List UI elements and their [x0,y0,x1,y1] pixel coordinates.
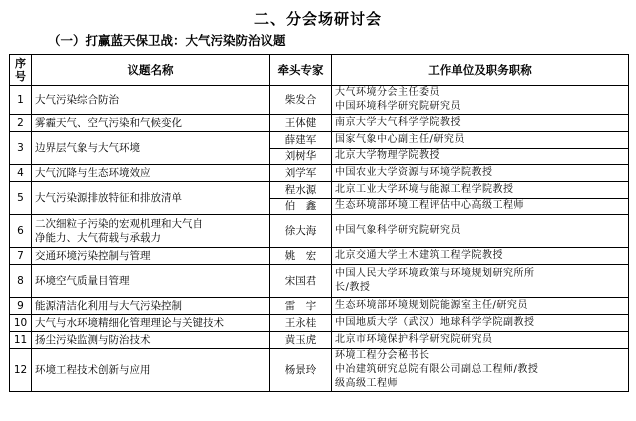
topic-cell [32,165,270,182]
affiliation-line: 北京市环境保护科学研究院研究员 [335,334,493,345]
table-row [10,265,629,298]
subsection-heading: （一）打赢蓝天保卫战：大气污染防治议题 [48,33,286,48]
table-row [10,349,629,392]
table-row [10,86,629,115]
table-row [10,298,629,315]
lead-expert: 徐大海 [270,215,332,248]
affiliation-cell [332,349,629,392]
table-header-row [10,55,629,86]
affiliation-cell [332,132,629,149]
affiliation-cell [332,215,629,248]
lead-expert: 杨景玲 [270,349,332,392]
topic-cell [32,215,270,248]
affiliation-line: 中国人民大学环境政策与环境规划研究所所 [335,268,535,279]
table-row [10,182,629,199]
affiliation-line: 北京大学物理学院教授 [335,150,440,162]
affiliation-cell [332,86,629,115]
row-number: 10 [10,315,32,332]
topic-name: 环境工程技术创新与应用 [35,364,151,376]
topic-name: 边界层气象与大气环境 [35,142,140,154]
lead-expert: 伯 鑫 [270,198,332,215]
affiliation-line: 北京工业大学环境与能源工程学院教授 [335,183,514,195]
topic-cell [32,298,270,315]
topic-cell [32,182,270,215]
row-number: 3 [10,132,32,165]
topic-cell [32,115,270,132]
col-header-topic: 议题名称 [32,55,270,86]
topic-cell [32,265,270,298]
affiliation-line: 中国气象科学研究院研究员 [335,225,461,236]
lead-expert: 王体健 [270,115,332,132]
table-row [10,165,629,182]
topic-name: 净能力、大气荷载与承载力 [35,232,161,244]
affiliation-cell [332,298,629,315]
affiliation-cell [332,115,629,132]
lead-expert: 姚 宏 [270,248,332,265]
table-row [10,215,629,248]
lead-expert: 刘树华 [270,148,332,165]
table-row [10,315,629,332]
affiliation-line: 级高级工程师 [335,378,398,389]
affiliation-line: 南京大学大气科学学院教授 [335,117,461,128]
affiliation-line: 中国农业大学资源与环境学院教授 [335,167,493,178]
row-number: 1 [10,86,32,115]
affiliation-line: 国家气象中心副主任/研究员 [335,133,465,145]
table-row [10,248,629,265]
affiliation-cell [332,332,629,349]
topic-name: 大气与水环境精细化管理理论与关键技术 [35,317,224,329]
table-row [10,132,629,149]
topic-name: 二次细粒子污染的宏观机理和大气自 [35,218,203,230]
lead-expert: 王永桂 [270,315,332,332]
section-heading: 二、分会场研讨会 [253,10,382,28]
lead-expert: 刘学军 [270,165,332,182]
col-header-affiliation: 工作单位及职务职称 [332,55,629,86]
topic-name: 交通环境污染控制与管理 [35,250,151,262]
lead-expert: 黄玉虎 [270,332,332,349]
affiliation-cell [332,265,629,298]
topics-table [9,54,629,392]
affiliation-cell [332,165,629,182]
topic-cell [32,315,270,332]
table-row [10,332,629,349]
row-number: 9 [10,298,32,315]
affiliation-line: 中国环境科学研究院研究员 [335,101,461,112]
col-header-no [10,55,32,86]
table-row [10,115,629,132]
affiliation-cell [332,182,629,199]
topic-name: 大气沉降与生态环境效应 [35,167,151,179]
affiliation-cell [332,198,629,215]
row-number: 2 [10,115,32,132]
affiliation-cell [332,248,629,265]
lead-expert: 程水源 [270,182,332,199]
topic-name: 雾霾天气、空气污染和气候变化 [35,117,182,129]
affiliation-line: 生态环境部环境工程评估中心高级工程师 [335,200,524,212]
affiliation-line: 北京交通大学土木建筑工程学院教授 [335,250,503,261]
row-number: 12 [10,349,32,392]
affiliation-line: 大气环境分会主任委员 [335,87,440,98]
affiliation-line: 环境工程分会秘书长 [335,350,430,361]
row-number: 11 [10,332,32,349]
affiliation-line: 长/教授 [335,282,371,293]
affiliation-cell [332,315,629,332]
topic-cell [32,349,270,392]
row-number: 7 [10,248,32,265]
row-number: 4 [10,165,32,182]
topic-name: 能源清洁化利用与大气污染控制 [35,300,182,312]
affiliation-line: 中国地质大学（武汉）地球科学学院副教授 [335,317,535,328]
lead-expert: 薛建军 [270,132,332,149]
col-header-expert: 牵头专家 [270,55,332,86]
row-number: 5 [10,182,32,215]
lead-expert: 雷 宇 [270,298,332,315]
topic-name: 扬尘污染监测与防治技术 [35,334,151,346]
topic-cell [32,132,270,165]
topic-name: 大气污染综合防治 [35,94,119,106]
table-body [10,86,629,392]
topic-cell [32,248,270,265]
topic-name: 大气污染源排放特征和排放清单 [35,192,182,204]
lead-expert: 柴发合 [270,86,332,115]
topic-name: 环境空气质量目管理 [35,275,130,287]
affiliation-line: 生态环境部环境规划院能源室主任/研究员 [335,300,528,311]
lead-expert: 宋国君 [270,265,332,298]
row-number: 8 [10,265,32,298]
topic-cell [32,332,270,349]
affiliation-cell [332,148,629,165]
row-number: 6 [10,215,32,248]
topic-cell [32,86,270,115]
col-header-no-text: 序号 [15,57,26,83]
affiliation-line: 中冶建筑研究总院有限公司副总工程师/教授 [335,364,539,375]
